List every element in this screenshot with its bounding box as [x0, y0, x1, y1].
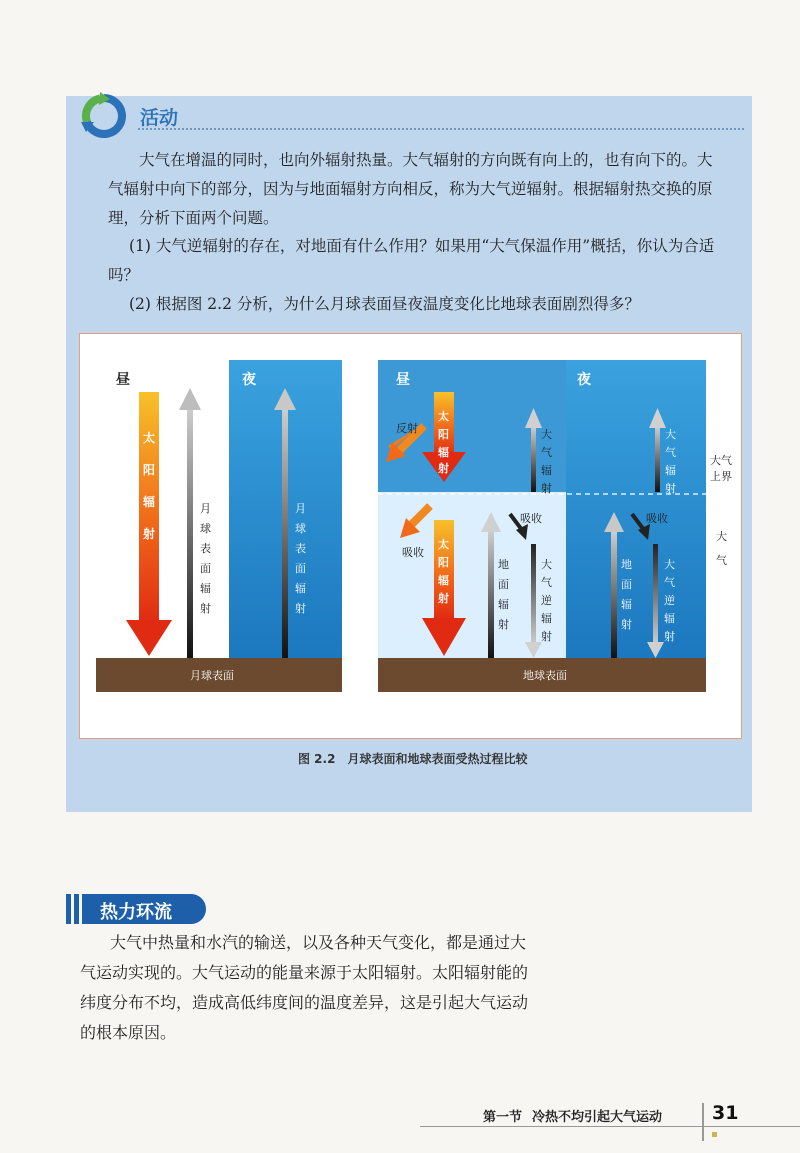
earth-ground-label: 地球表面: [523, 669, 567, 682]
section-bar-1: [66, 894, 71, 924]
footer-section: 第一节: [483, 1110, 523, 1125]
atm-radiation-night-label: 大气辐射: [665, 428, 676, 495]
heating-diagram: [80, 334, 741, 738]
footer-separator: [702, 1103, 704, 1141]
figure-caption: [298, 750, 527, 767]
counter-radiation-night-label: 大气逆辐射: [664, 558, 675, 643]
moon-surface-radiation-day-label: 月球表面辐射: [200, 502, 211, 615]
atm-radiation-day-label: 大气辐射: [541, 428, 552, 495]
figure-frame: [79, 333, 742, 739]
footer-chapter-title: 冷热不均引起大气运动: [532, 1110, 663, 1125]
section-body: 大气中热量和水汽的输送，以及各种天气变化，都是通过大气运动实现的。大气运动的能量来源于太阳辐射。太阳辐射能的纬度分布不均，造成高低纬度间的温度差异，这是引起大气运动的根本原因。: [80, 933, 529, 1042]
section-bar-2: [74, 894, 79, 924]
moon-solar-label: 太阳辐射: [143, 431, 156, 541]
absorb-night-label: 吸收: [646, 512, 668, 525]
activity-question-2: (2) 根据图 2.2 分析，为什么月球表面昼夜温度变化比地球表面剧烈得多？: [129, 295, 640, 313]
earth-solar-top-label: 太阳辐射: [438, 410, 449, 475]
absorb-day-label: 吸收: [520, 512, 542, 525]
moon-surface-radiation-night-label: 月球表面辐射: [295, 502, 306, 615]
absorb-left-label: 吸收: [402, 546, 424, 559]
activity-divider: [138, 128, 744, 130]
footer-rule: [420, 1126, 800, 1127]
page-number: 31: [712, 1102, 739, 1124]
page-marker: [712, 1132, 717, 1137]
footer-chapter: [483, 1106, 662, 1125]
activity-question-1: (1) 大气逆辐射的存在，对地面有什么作用？如果用“大气保温作用”概括，你认为合适吗？: [108, 237, 715, 284]
moon-ground-label: 月球表面: [190, 669, 234, 682]
moon-panel: [96, 360, 342, 692]
activity-title: 活动: [140, 107, 179, 129]
earth-night-label: 夜: [577, 372, 591, 388]
figure-number: 图 2.2: [298, 752, 336, 766]
cycle-arrows-icon: [80, 92, 128, 140]
earth-panel: [378, 360, 706, 692]
moon-night-label: 夜: [242, 372, 256, 388]
upper-boundary-label: 大气上界: [710, 454, 732, 483]
activity-paragraph: 大气在增温的同时，也向外辐射热量。大气辐射的方向既有向上的，也有向下的。大气辐射中向下的部分，因为与地面辐射方向相反，称为大气逆辐射。根据辐射热交换的原理，分析下面两个问题。: [108, 151, 713, 227]
reflect-label: 反射: [396, 422, 418, 435]
ground-radiation-day-label: 地面辐射: [498, 558, 509, 631]
moon-day-label: 昼: [116, 372, 130, 388]
earth-day-label: 昼: [396, 372, 410, 388]
atmosphere-label: 大气: [716, 530, 727, 567]
section-title: 热力环流: [100, 902, 172, 923]
earth-solar-bottom-label: 太阳辐射: [438, 538, 449, 605]
earth-night-sky: [566, 360, 706, 658]
ground-radiation-night-label: 地面辐射: [621, 558, 632, 631]
counter-radiation-day-label: 大气逆辐射: [541, 558, 552, 643]
figure-caption-text: 月球表面和地球表面受热过程比较: [347, 752, 528, 766]
